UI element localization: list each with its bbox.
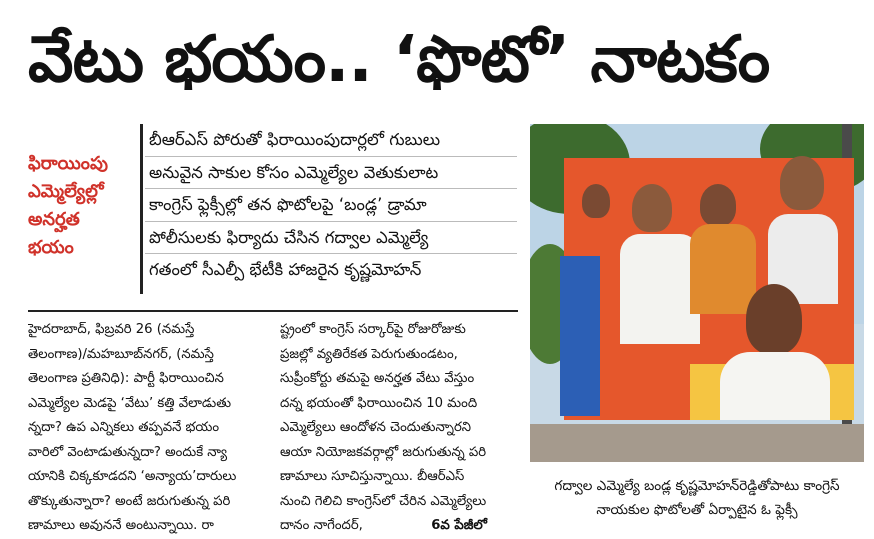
body-line: ఎమ్మెల్యేల మెడపై ‘వేటు’ కత్తి వేలాడుతు <box>28 395 232 411</box>
body-line: ఆయా నియోజకవర్గాల్లో జరుగుతున్న పరి <box>280 444 487 460</box>
sidebar-line: ఫిరాయింపు <box>28 153 108 174</box>
deck-line: పోలీసులకు ఫిర్యాదు చేసిన గద్వాల ఎమ్మెల్యే <box>145 222 517 255</box>
deck-divider <box>140 124 143 294</box>
person-head <box>746 284 802 354</box>
deck-list <box>145 124 517 294</box>
caption-line: గద్వాల ఎమ్మెల్యే బండ్ల కృష్ణమోహన్‌రెడ్డితోపాటు కాంగ్రెస్‌ <box>554 478 840 494</box>
body-line: తెలంగాణ ప్రతినిధి): పార్టీ ఫిరాయించిన <box>28 371 224 386</box>
body-line-last <box>280 514 520 539</box>
body-line: న్నదా? ఉప ఎన్నికలు తప్పవనే భయం <box>28 420 220 435</box>
body-line: తొక్కుతున్నారా? అంటే జరుగుతున్న పరి <box>28 493 231 509</box>
caption-line: నాయకుల ఫొటోలతో ఏర్పాటైన ఓ ఫ్లెక్సీ <box>596 502 798 518</box>
body-line: ప్రజల్లో వ్యతిరేకత పెరుగుతుండటం, <box>280 346 458 362</box>
person-body <box>620 234 700 344</box>
photo-caption <box>530 474 864 522</box>
body-column-2 <box>280 318 520 539</box>
body-line: వారిలో వెంటాడుతున్నదా? అందుకే న్యా <box>28 444 228 460</box>
body-line: ణామాలు అవుననే అంటున్నాయి. రా <box>28 518 214 533</box>
deck-line: కాంగ్రెస్‌ ఫ్లెక్సీల్లో తన ఫొటోలపై ‘బండ్ల’ డ్రామా <box>145 189 517 222</box>
body-line: ష్ట్రంలో కాంగ్రెస్‌ సర్కార్‌పై రోజురోజుకు <box>280 322 466 337</box>
deck-line: గతంలో సీఎల్పీ భేటీకి హాజరైన కృష్ణమోహన్‌ <box>149 260 422 279</box>
sidebar-line: ఎమ్మెల్యేల్లో <box>28 181 104 202</box>
sidebar-line: అనర్హత <box>28 209 80 230</box>
person-head <box>582 184 610 218</box>
body-line: ఎమ్మెల్యేలు ఆందోళన చెందుతున్నారని <box>280 420 472 435</box>
body-column-1 <box>28 318 268 539</box>
headline: వేటు భయం.. ‘ఫొటో’ నాటకం <box>28 23 770 97</box>
body-line: ణామాలు సూచిస్తున్నాయి. బీఆర్‌ఎస్‌ <box>280 469 465 484</box>
body-line: హైదరాబాద్‌, ఫిబ్రవరి 26 (నమస్తే <box>28 322 195 337</box>
road <box>530 424 864 462</box>
continued-link[interactable]: 6వ పేజీలో <box>431 518 487 533</box>
body-line: యానికి చిక్కకూడదని ‘అన్యాయ’దారులు <box>28 469 237 484</box>
body-line: నుంచి గెలిచి కాంగ్రెస్‌లో చేరిన ఎమ్మెల్యేలు <box>280 493 487 509</box>
person-head <box>700 184 736 226</box>
deck-line: అనువైన సాకుల కోసం ఎమ్మెల్యేల వెతుకులాట <box>145 157 517 190</box>
sidebar-kicker <box>28 150 138 270</box>
flex-banner-photo <box>530 124 864 462</box>
body-line: తెలంగాణ)/మహబూబ్‌నగర్‌, (నమస్తే <box>28 346 214 362</box>
body-top-rule <box>28 310 518 312</box>
body-line: దానం నాగేందర్‌, <box>280 518 363 533</box>
person-body <box>690 224 756 314</box>
deck-line: బీఆర్‌ఎస్‌ పోరుతో ఫిరాయింపుదార్లలో గుబులు <box>145 124 517 157</box>
person-head <box>780 156 824 210</box>
body-line: సుప్రీంకోర్టు తమపై అనర్హత వేటు వేస్తుం <box>280 371 475 386</box>
banner-blue-panel <box>560 256 600 416</box>
body-line: దన్న భయంతో ఫిరాయించిన 10 మంది <box>280 395 478 411</box>
sidebar-line: భయం <box>28 237 74 258</box>
person-head <box>632 184 672 232</box>
person-body <box>720 352 830 420</box>
